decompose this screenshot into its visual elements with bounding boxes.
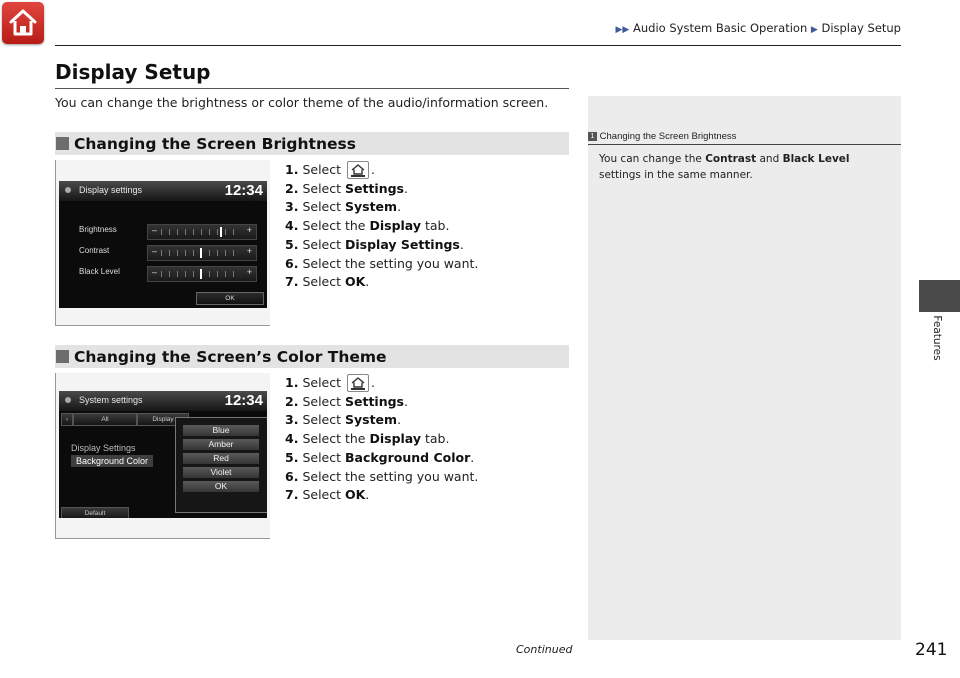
brightness-screenshot xyxy=(55,160,270,326)
plus-icon[interactable]: + xyxy=(246,246,252,256)
step-text: . xyxy=(397,199,402,215)
breadcrumb-arrow-icon: ▶▶ xyxy=(615,25,630,35)
default-button[interactable]: Default xyxy=(61,507,129,518)
step-text: . xyxy=(370,162,375,177)
step-number: 7. xyxy=(285,487,299,503)
minus-icon[interactable]: – xyxy=(152,225,158,235)
step-item xyxy=(285,468,478,487)
step-text: Select xyxy=(302,162,345,177)
step-text: Select the xyxy=(302,218,370,234)
step-text: . xyxy=(365,487,370,503)
sidebar-keyword: Black Level xyxy=(782,153,850,165)
minus-icon[interactable]: – xyxy=(152,267,158,277)
menu-item-background-color[interactable] xyxy=(71,456,153,466)
screen-title: Display settings xyxy=(79,185,143,195)
display-settings-screen xyxy=(59,181,267,308)
step-item xyxy=(285,374,478,393)
tab-display[interactable]: Display xyxy=(137,413,189,426)
step-keyword: Settings xyxy=(344,180,404,196)
step-number: 7. xyxy=(285,274,299,290)
step-item xyxy=(285,180,478,199)
sidebar-text: You can change the xyxy=(599,153,706,165)
step-number: 5. xyxy=(285,449,299,465)
step-text: Select xyxy=(302,412,345,428)
minus-icon[interactable]: – xyxy=(152,246,158,256)
step-item xyxy=(285,161,478,180)
step-keyword: Display xyxy=(369,431,422,447)
breadcrumb-item[interactable]: Display Setup xyxy=(821,21,901,35)
black-level-slider-row[interactable] xyxy=(59,264,267,282)
slider-label: Brightness xyxy=(79,225,117,234)
section-heading-brightness xyxy=(55,132,569,155)
step-text: Select the setting you want. xyxy=(302,468,479,484)
breadcrumb xyxy=(616,21,901,35)
home-icon xyxy=(7,7,39,39)
screen-clock: 12:34 xyxy=(224,182,263,199)
back-arrow-icon[interactable]: ‹ xyxy=(61,413,73,426)
step-number: 4. xyxy=(285,218,299,234)
step-keyword: Background Color xyxy=(344,449,471,465)
step-keyword: System xyxy=(344,199,398,215)
step-text: Select the setting you want. xyxy=(302,255,479,271)
section-square-icon xyxy=(56,350,69,363)
continued-label: Continued xyxy=(516,643,573,656)
step-text: Select xyxy=(302,487,345,503)
step-keyword: Settings xyxy=(344,393,404,409)
step-text: Select xyxy=(302,393,345,409)
step-item xyxy=(285,198,478,217)
header-divider xyxy=(55,45,901,46)
menu-item-display-settings[interactable]: Display Settings xyxy=(71,443,136,453)
step-text: tab. xyxy=(421,218,450,234)
slider-knob[interactable] xyxy=(200,248,202,258)
brightness-slider[interactable] xyxy=(147,224,257,240)
step-text: tab. xyxy=(421,431,450,447)
title-divider xyxy=(55,88,569,89)
step-number: 2. xyxy=(285,393,299,409)
sidebar-keyword: Contrast xyxy=(705,153,757,165)
step-number: 3. xyxy=(285,412,299,428)
step-text: Select xyxy=(302,274,345,290)
step-number: 3. xyxy=(285,199,299,215)
color-options-panel xyxy=(175,417,267,513)
step-item xyxy=(285,236,478,255)
step-item xyxy=(285,411,478,430)
step-number: 1. xyxy=(285,375,299,390)
screen-header xyxy=(59,391,267,411)
step-text: Select the xyxy=(302,431,370,447)
plus-icon[interactable]: + xyxy=(246,267,252,277)
status-dot-icon xyxy=(65,397,71,403)
step-text: . xyxy=(404,180,408,196)
slider-label: Contrast xyxy=(79,246,110,255)
sidebar-heading xyxy=(588,131,901,145)
tab-all[interactable]: All xyxy=(73,413,137,426)
step-text: . xyxy=(404,393,408,409)
color-option-red[interactable]: Red xyxy=(183,453,259,464)
color-option-blue[interactable]: Blue xyxy=(183,425,259,436)
step-item xyxy=(285,255,478,274)
home-button[interactable] xyxy=(2,2,44,44)
slider-knob[interactable] xyxy=(220,227,222,237)
step-number: 6. xyxy=(285,468,299,484)
step-number: 4. xyxy=(285,431,299,447)
sidebar-heading-text: Changing the Screen Brightness xyxy=(599,131,737,142)
section-heading-color-theme xyxy=(55,345,569,368)
step-keyword: OK xyxy=(344,487,366,503)
step-keyword: OK xyxy=(344,274,366,290)
screen-ok-button[interactable]: OK xyxy=(196,292,264,305)
step-number: 6. xyxy=(285,255,299,271)
step-item xyxy=(285,393,478,412)
step-text: . xyxy=(370,375,375,390)
step-keyword: System xyxy=(344,412,398,428)
color-option-amber[interactable]: Amber xyxy=(183,439,259,450)
home-button-icon xyxy=(347,161,369,179)
step-text: Select xyxy=(302,199,345,215)
step-item xyxy=(285,486,478,505)
home-button-icon xyxy=(347,374,369,392)
sidebar-text: and xyxy=(756,153,783,165)
step-text: Select xyxy=(302,375,345,390)
plus-icon[interactable]: + xyxy=(246,225,252,235)
step-text: . xyxy=(459,236,464,252)
section-heading-text: Changing the Screen’s Color Theme xyxy=(74,347,387,366)
color-theme-screenshot xyxy=(55,373,270,539)
brightness-slider-row[interactable] xyxy=(59,222,267,240)
intro-text: You can change the brightness or color theme of the audio/information screen. xyxy=(55,95,549,110)
sidebar-note xyxy=(588,96,901,640)
section-square-icon xyxy=(56,137,69,150)
section-heading-text: Changing the Screen Brightness xyxy=(74,134,356,153)
sidebar-body xyxy=(599,151,889,183)
step-item xyxy=(285,273,478,292)
reference-icon: 1 xyxy=(588,132,597,141)
brightness-steps xyxy=(285,161,478,292)
step-item xyxy=(285,217,478,236)
slider-knob[interactable] xyxy=(200,269,202,279)
step-text: Select xyxy=(302,180,345,196)
screen-header xyxy=(59,181,267,201)
contrast-slider-row[interactable] xyxy=(59,243,267,261)
step-number: 1. xyxy=(285,162,299,177)
menu-item-label: Background Color xyxy=(71,455,153,467)
status-dot-icon xyxy=(65,187,71,193)
contrast-slider[interactable] xyxy=(147,245,257,261)
step-number: 5. xyxy=(285,236,299,252)
page-title: Display Setup xyxy=(55,60,211,84)
step-text: Select xyxy=(302,236,345,252)
section-tab-text: Features xyxy=(931,315,943,361)
screen-clock: 12:34 xyxy=(224,392,263,409)
step-text: Select xyxy=(302,449,345,465)
step-text: . xyxy=(365,274,370,290)
breadcrumb-item[interactable]: Audio System Basic Operation xyxy=(633,21,808,35)
slider-ticks xyxy=(161,229,239,235)
sidebar-text: settings in the same manner. xyxy=(599,169,753,181)
color-option-violet[interactable]: Violet xyxy=(183,467,259,478)
color-option-ok[interactable]: OK xyxy=(183,481,259,492)
section-tab-label xyxy=(930,312,944,372)
step-number: 2. xyxy=(285,180,299,196)
step-item xyxy=(285,430,478,449)
slider-label: Black Level xyxy=(79,267,120,276)
step-text: . xyxy=(397,412,402,428)
system-settings-screen xyxy=(59,391,267,518)
color-theme-steps xyxy=(285,374,478,505)
breadcrumb-arrow-icon: ▶ xyxy=(810,25,818,35)
step-keyword: Display xyxy=(369,218,422,234)
step-item xyxy=(285,449,478,468)
black-level-slider[interactable] xyxy=(147,266,257,282)
step-text: . xyxy=(470,449,475,465)
step-keyword: Display Settings xyxy=(344,236,460,252)
screen-title: System settings xyxy=(79,395,143,405)
page-number: 241 xyxy=(915,640,948,660)
